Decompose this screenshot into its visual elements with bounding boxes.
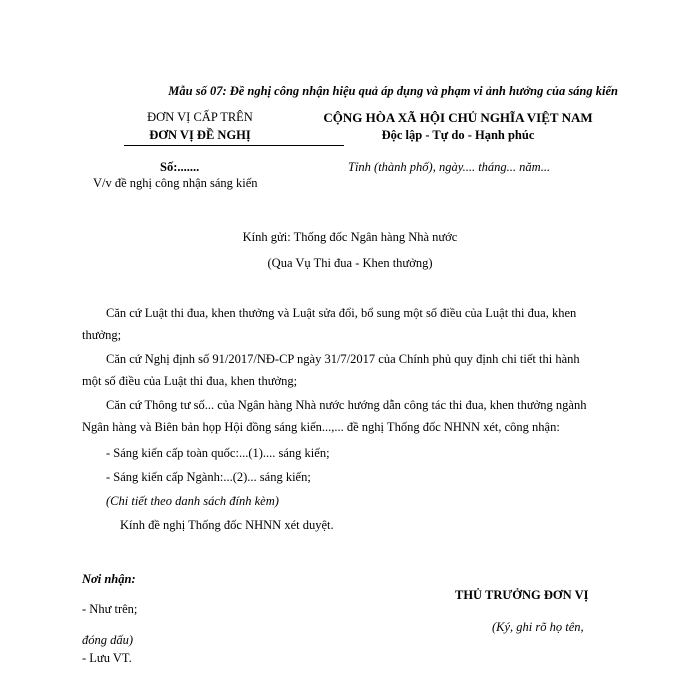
- addressee-via: (Qua Vụ Thi đua - Khen thưởng): [267, 256, 433, 270]
- document-subject: V/v đề nghị công nhận sáng kiến: [93, 176, 258, 190]
- list-item-sector: - Sáng kiến cấp Ngành:...(2)... sáng kiến;: [106, 470, 311, 484]
- header-divider-line: [124, 145, 344, 146]
- attached-list-note: (Chi tiết theo danh sách đính kèm): [106, 494, 279, 508]
- document-number: Số:.......: [160, 160, 200, 174]
- paragraph-1-line-1: Căn cứ Luật thi đua, khen thưởng và Luật sửa đổi, bổ sung một số điều của Luật thi đua, khen: [106, 306, 577, 320]
- list-item-national: - Sáng kiến cấp toàn quốc:...(1).... sáng kiến;: [106, 446, 330, 460]
- signature-note-line-2: đóng dấu): [82, 633, 134, 647]
- paragraph-2-line-2: một số điều của Luật thi đua, khen thưởng;: [82, 374, 298, 388]
- place-date: Tỉnh (thành phố), ngày.... tháng... năm...: [348, 160, 551, 174]
- paragraph-2-line-1: Căn cứ Nghị định số 91/2017/NĐ-CP ngày 31/7/2017 của Chính phủ quy định chi tiết thi hành: [106, 352, 580, 366]
- addressee-to: Kính gửi: Thống đốc Ngân hàng Nhà nước: [242, 230, 458, 244]
- recipient-as-above: - Như trên;: [82, 602, 138, 616]
- national-motto: Độc lập - Tự do - Hạnh phúc: [381, 128, 535, 142]
- form-number-header: Mẫu số 07: Đề nghị công nhận hiệu quả áp dụng và phạm vi ảnh hưởng của sáng kiến: [168, 84, 618, 98]
- signatory-title: THỦ TRƯỞNG ĐƠN VỊ: [455, 588, 589, 602]
- country-name: CỘNG HÒA XÃ HỘI CHỦ NGHĨA VIỆT NAM: [323, 110, 593, 125]
- signature-note-line-1: (Ký, ghi rõ họ tên,: [492, 620, 584, 634]
- proposing-unit: ĐƠN VỊ ĐỀ NGHỊ: [149, 128, 251, 142]
- paragraph-3-line-2: Ngân hàng và Biên bản họp Hội đồng sáng kiến...,... đề nghị Thống đốc NHNN xét, công nhận:: [82, 420, 560, 434]
- paragraph-1-line-2: thưởng;: [82, 328, 122, 342]
- closing-request: Kính đề nghị Thống đốc NHNN xét duyệt.: [120, 518, 334, 532]
- recipients-label: Nơi nhận:: [82, 572, 136, 586]
- paragraph-3-line-1: Căn cứ Thông tư số... của Ngân hàng Nhà nước hướng dẫn công tác thi đua, khen thưởng ngành: [106, 398, 587, 412]
- superior-unit: ĐƠN VỊ CẤP TRÊN: [147, 110, 253, 124]
- recipient-archive: - Lưu VT.: [82, 651, 132, 665]
